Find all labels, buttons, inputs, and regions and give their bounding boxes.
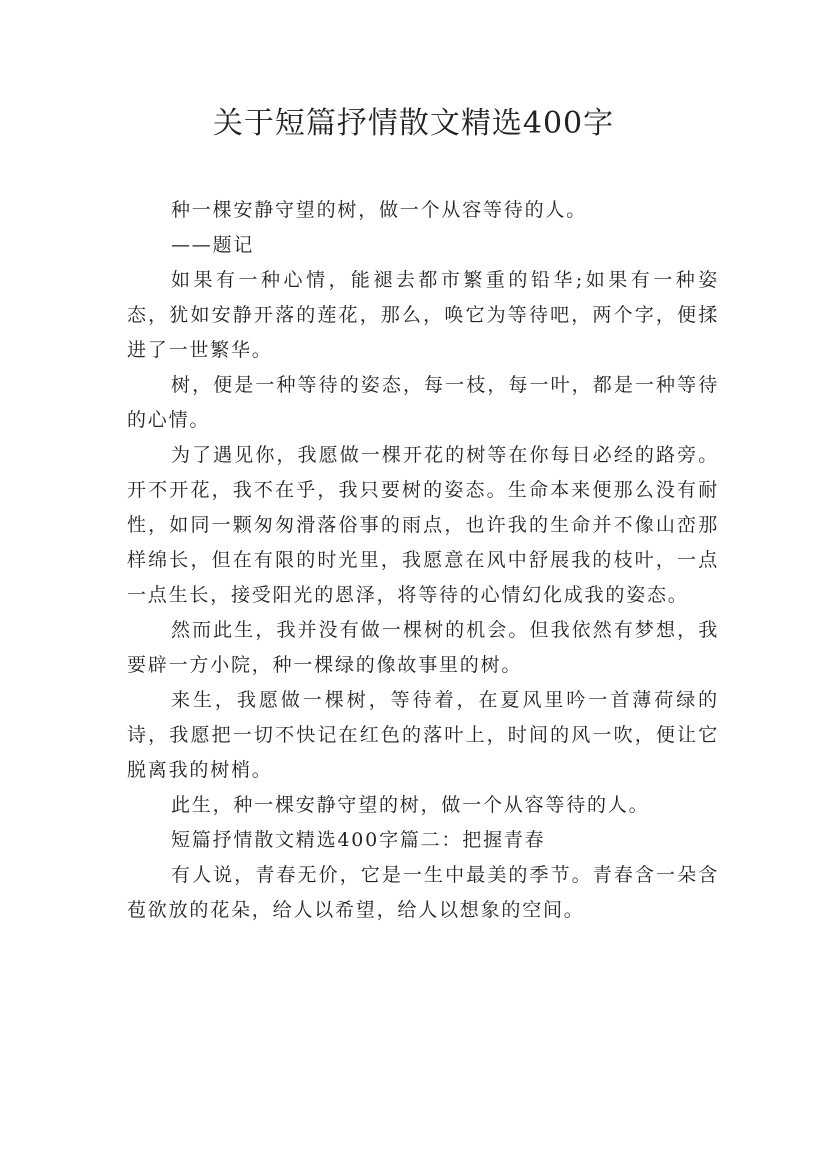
paragraph: 有人说，青春无价，它是一生中最美的季节。青春含一朵含苞欲放的花朵，给人以希望，给人以想象的空间。	[127, 864, 719, 921]
paragraph: 来生，我愿做一棵树，等待着，在夏风里吟一首薄荷绿的诗，我愿把一切不快记在红色的落叶上，时间的风一吹，便让它脱离我的树梢。	[127, 689, 719, 781]
paragraph: 种一棵安静守望的树，做一个从容等待的人。	[171, 199, 588, 221]
document-title: 关于短篇抒情散文精选400字	[212, 106, 615, 141]
paragraph: 如果有一种心情，能褪去都市繁重的铅华;如果有一种姿态，犹如安静开落的莲花，那么，唤它为等待吧，两个字，便揉进了一世繁华。	[127, 269, 719, 361]
paragraph-epigraph-note: ——题记	[171, 234, 255, 256]
paragraph: 为了遇见你，我愿做一棵开花的树等在你每日必经的路旁。开不开花，我不在乎，我只要树的姿态。生命本来便那么没有耐性，如同一颗匆匆滑落俗事的雨点，也许我的生命并不像山峦那样绵长，但在有限的时光里，我愿意在风中舒展我的枝叶，一点一点生长，接受阳光的恩泽，将等待的心情幻化成我的姿态。	[127, 444, 719, 606]
section-heading: 短篇抒情散文精选400字篇二：把握青春	[171, 829, 546, 851]
paragraph: 此生，种一棵安静守望的树，做一个从容等待的人。	[171, 794, 650, 816]
document-body	[127, 193, 719, 928]
paragraph: 树，便是一种等待的姿态，每一枝，每一叶，都是一种等待的心情。	[127, 374, 719, 431]
paragraph: 然而此生，我并没有做一棵树的机会。但我依然有梦想，我要辟一方小院，种一棵绿的像故事里的树。	[127, 619, 719, 676]
